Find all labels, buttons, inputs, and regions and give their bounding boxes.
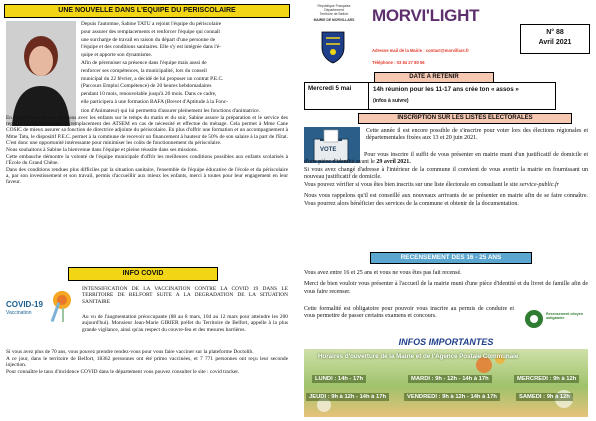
- coat-of-arms-logo: [320, 30, 346, 64]
- elections-body: [304, 152, 588, 209]
- hours-item: SAMEDI : 9h à 12h: [516, 393, 573, 401]
- covid-more: [6, 349, 288, 376]
- section-title-text: RECENSEMENT DES 16 - 25 ANS: [400, 254, 502, 261]
- date-event: 14h réunion pour les 11-17 ans crée ton « assos »: [373, 86, 519, 93]
- newsletter-title: MORVI'LIGHT: [372, 6, 480, 25]
- intro-line: Depuis l'automne, Sabine TATU a rejoint l'équipe du périscolaire: [81, 21, 222, 27]
- date-box: [304, 82, 556, 110]
- covid-logo-subtext: Vaccination: [6, 310, 32, 316]
- covid-para1: [82, 314, 288, 333]
- recensement-logo: [522, 306, 588, 332]
- hours-item: LUNDI : 14h - 17h: [312, 375, 366, 383]
- recensement-paragraph: Merci de bien vouloir vous présenter à l'accueil de la mairie muni d'une pièce d'identité et du livret de famille afin de vous faire recenser.: [304, 281, 588, 295]
- issue-date: Avril 2021: [538, 39, 572, 46]
- section-title-periscolaire: [4, 4, 290, 18]
- infos-importantes-title: INFOS IMPORTANTES: [398, 337, 494, 347]
- elections-deadline: 29 avril 2021.: [376, 159, 411, 166]
- elections-text: Pour vous inscrire il suffit de vous présenter en mairie muni d'un justificatif de domicile et d'une pièce d'identité avant le: [304, 152, 588, 166]
- masthead-title-box: [372, 4, 514, 68]
- hours-range: 9h à 12h - 14h à 17h: [442, 394, 497, 400]
- elections-intro-text: Cette année il est encore possible de s'inscrire pour voter lors des élections régionales et départementales fixées aux 13 et 20 juin 2021.: [366, 128, 588, 142]
- covid-heading-text: INTENSIFICATION DE LA VACCINATION CONTRE LA COVID 19 DANS LE TERRITOIRE DE BELFORT SUITE A LA DEGRADATION DE LA SITUATION SANITAIRE: [82, 286, 288, 305]
- intro-line: une surcharge de travail en raison du départ d'une personne de: [81, 36, 216, 43]
- covid-paragraph: Au vu de l'augmentation préoccupante (88 au 8 mars, 104 au 12 mars pour atteindre les 200 aujourd'hui). Monsieur Jean-Marie GIRIER préfet du Territoire de Belfort, appelle à la plus grande vigilance, ainsi qu'au respect du couvre-feu et des mesures barrières.: [82, 314, 288, 333]
- hours-day: LUNDI: [315, 376, 333, 382]
- elections-paragraph: [304, 152, 588, 167]
- hours-range: 14h - 17h: [337, 376, 364, 382]
- hours-range: 9h à 12h: [553, 376, 577, 382]
- intro-line: municipal du 22 février, a décidé de lui proposer un contrat P.E.C.: [81, 75, 224, 82]
- body-paragraph: Nous souhaitons à Sabine la bienvenue dans l'équipe et pleine réussite dans ses missions.: [6, 146, 199, 153]
- vote-label: VOTE: [320, 147, 337, 153]
- covid-vaccine-logo: [6, 288, 76, 332]
- mairie-name: MAIRIE DE MORVILLARS: [313, 18, 355, 22]
- hours-day: SAMEDI: [519, 394, 542, 400]
- opening-hours-title: Horaires d'ouverture de la Mairie et de l'Agence Postale Communale: [318, 353, 519, 360]
- mairie-line: Territoire de Belfort: [319, 12, 349, 16]
- date-box-title-text: DATE A RETENIR: [409, 74, 459, 80]
- recensement-paragraph: Vous avez entre 16 et 25 ans et vous ne vous êtes pas fait recensé.: [304, 270, 462, 276]
- hours-range: 9h à 12h: [546, 394, 570, 400]
- hours-item: JEUDI : 9h à 12h - 14h à 17h: [306, 393, 389, 401]
- recensement-paragraph: Cette formalité est obligatoire pour pouvoir vous inscrire au permis de conduire et vous permettre de passer certains examens et concours.: [304, 306, 514, 320]
- service-public-link[interactable]: service-public.fr: [519, 182, 559, 189]
- section-title-text: INFO COVID: [122, 270, 164, 277]
- mairie-line: République Française: [317, 4, 351, 8]
- hours-day: JEUDI: [309, 394, 327, 400]
- body-paragraph: Cette embauche démontre la volonté de l'équipe municipale d'offrir les meilleures conditions possibles aux enfants scolarisés à l'École du Grand Chêne.: [6, 153, 288, 166]
- hours-item: VENDREDI : 9h à 12h - 14h à 17h: [404, 393, 500, 401]
- covid-paragraph: A ce jour, dans le territoire de Belfort, 18362 personnes ont été primo vaccinées, et 7 771 personnes ont reçu leur seconde injection.: [6, 355, 288, 369]
- contact-email: Adresse mail de la Mairie : contact@morvillars.fr: [372, 48, 469, 53]
- elections-paragraph: Nous vous rappelons qu'il est conseillé aux nouveaux arrivants de se présenter en mairie afin de se faire connaître. Vous pourrez alors bénéficier des services de la commune et obtenir de la documentation.: [304, 193, 588, 207]
- opening-hours-panel: [304, 349, 588, 417]
- hours-range: 9h - 12h - 14h à 17h: [435, 376, 489, 382]
- hours-range: 9h à 12h - 14h à 17h: [331, 394, 387, 400]
- body-paragraph: En complément de ses missions avec les enfants sur le temps du matin et du soir, Sabine assure la préparation et le service des repas à la cantine, assure le remplacement des ATSEM en cas de nécessité et effectue du ménage. Cela permet à Mme Cane COSIC de mieux assurer sa fonction de directrice adjointe du périscolaire. En plus d'offrir une formation et un accompagnement à Mme Tatu, le dispositif P.E.C. permet à la commune de recevoir un financement à hauteur de 50% de son salaire à la part de l'Etat. C'est donc une opportunité intéressante pour minimiser les coûts de fonctionnement du périscolaire.: [6, 114, 288, 146]
- elections-text: Vous pouvez vérifier si vous êtes bien inscrits sur une liste électorale en consultant le site: [304, 182, 520, 189]
- intro-last-line: tion d'Animateur) qui lui permettra d'assurer pleinement les fonctions d'animatrice.: [81, 108, 260, 114]
- section-title-recensement: [370, 252, 532, 264]
- section-title-covid: [68, 267, 218, 281]
- issue-number: N° 88: [546, 29, 564, 36]
- section-title-text: UNE NOUVELLE DANS L'EQUIPE DU PERISCOLAIRE: [58, 7, 236, 14]
- recensement-body: [304, 270, 588, 300]
- intro-line: renforcer ses compétences, la municipalité, lors du conseil: [81, 67, 207, 74]
- coat-of-arms-icon: [320, 30, 346, 64]
- date-note: (infos à suivre): [373, 98, 409, 104]
- recensement-logo-text: Recensement citoyen obligatoire: [546, 312, 583, 321]
- covid-paragraph: Pour connaître le taux d'incidence COVID dans le département vous pouvez consulter le site : covid tracker.: [6, 368, 240, 375]
- intro-line: quipe et apporte son dynamisme.: [81, 52, 153, 59]
- intro-line: pendant 10 mois, renouvelable jusqu'à 20 mois. Dans ce cadre,: [81, 91, 217, 98]
- body-paragraph: Dans des conditions rendues plus difficiles par la situation sanitaire, l'ensemble de l'équipe éducative de l'école et du périscolaire a, par son investissement et son travail, permis d'accueillir aux mieux les enfants, merci à toutes pour leur engagement en leur faveur.: [6, 166, 288, 186]
- recensement-p3: [304, 306, 514, 321]
- date-label: Mercredi 5 mai: [305, 83, 369, 109]
- intro-line: Afin de pérenniser sa présence dans l'équipe mais aussi de: [81, 59, 207, 66]
- intro-line: (Parcours Emploi Compétence) de 20 heures hebdomadaires: [81, 83, 212, 90]
- mairie-header: [304, 4, 364, 22]
- section-title-text: INSCRIPTION SUR LES LISTES ELECTORALES: [397, 115, 533, 121]
- hours-item: MARDI : 9h - 12h - 14h à 17h: [408, 375, 492, 383]
- issue-box: [520, 24, 590, 54]
- contact-phone: Téléphone : 03 84 27 80 56: [372, 60, 425, 65]
- intro-line: l'équipe et des conditions sanitaires. Elle s'y est intégrée dans l'é-: [81, 44, 221, 51]
- hours-day: MERCREDI: [517, 376, 548, 382]
- section-title-elections: [358, 113, 572, 124]
- hours-item: MERCREDI : 9h à 12h: [514, 375, 579, 383]
- hours-day: VENDREDI: [407, 394, 437, 400]
- covid-paragraph: Si vous avez plus de 70 ans, vous pouvez prendre rendez-vous pour vous faire vacciner sur la plateforme Doctolib.: [6, 349, 254, 355]
- elections-paragraph: Si vous avez changé d'adresse à l'intérieur de la commune il convient de vous avertir la mairie en fournissant un nouveau justificatif de domicile.: [304, 167, 588, 181]
- covid-logo-text: COVID-19: [6, 300, 43, 309]
- elections-paragraph: [304, 182, 588, 189]
- covid-heading: [82, 286, 288, 305]
- periscolaire-body: [6, 108, 288, 186]
- intro-line: pour assurer des remplacements et renforcer l'équipe qui connaît: [81, 28, 220, 35]
- mairie-line: Département: [324, 8, 344, 12]
- periscolaire-intro: [81, 21, 287, 107]
- intro-line: elle participera à une formation BAFA (Brevet d'Aptitude à la Fonc-: [81, 98, 228, 105]
- elections-intro: [366, 128, 588, 143]
- hours-day: MARDI: [411, 376, 430, 382]
